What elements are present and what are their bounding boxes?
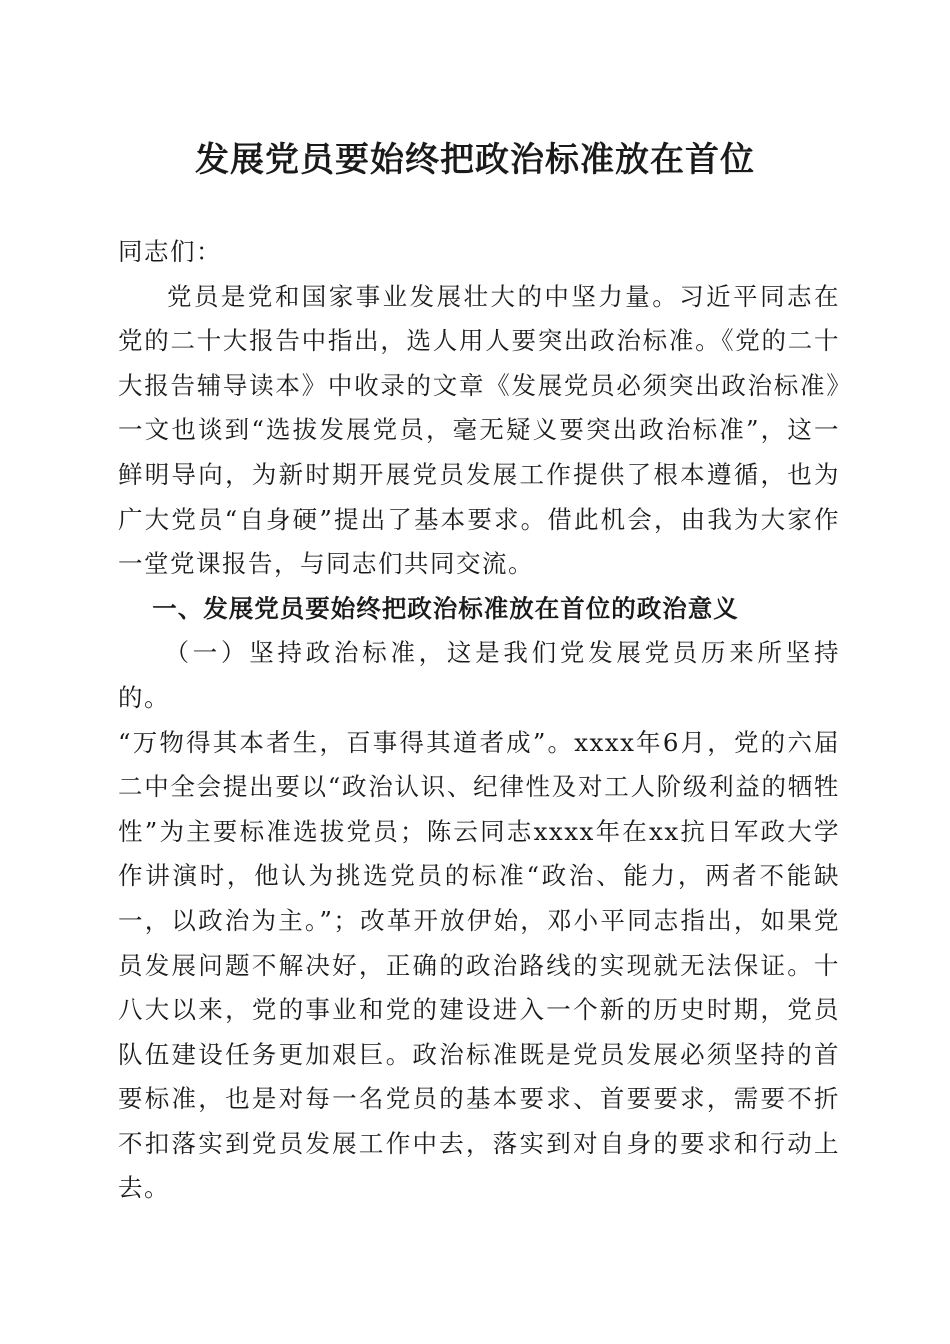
subsection-paragraph: “万物得其本者生，百事得其道者成”。xxxx年6月，党的六届二中全会提出要以“政治认识、纪律性及对工人阶级利益的牺牲性”为主要标准选拔党员；陈云同志xxxx年在xx抗日军政大学作讲演时，他认为挑选党员的标准“政治、能力，两者不能缺一，以政治为主。”；改革开放伊始，邓小平同志指出，如果党员发展问题不解决好，正确的政治路线的实现就无法保证。十八大以来，党的事业和党的建设进入一个新的历史时期，党员队伍建设任务更加艰巨。政治标准既是党员发展必须坚持的首要标准，也是对每一名党员的基本要求、首要要求，需要不折不扣落实到党员发展工作中去，落实到对自身的要求和行动上去。 [118,727,840,1203]
intro-paragraph: 党员是党和国家事业发展壮大的中坚力量。习近平同志在党的二十大报告中指出，选人用人要突出政治标准。《党的二十大报告辅导读本》中收录的文章《发展党员必须突出政治标准》一文也谈到“选拔发展党员，毫无疑义要突出政治标准”，这一鲜明导向，为新时期开展党员发展工作提供了根本遵循，也为广大党员“自身硬”提出了基本要求。借此机会，由我为大家作一堂党课报告，与同志们共同交流。 [118,281,840,579]
salutation: 同志们： [118,237,222,266]
document-body [118,230,840,1211]
section-heading: 一、发展党员要始终把政治标准放在首位的政治意义 [152,593,739,623]
subsection-heading: （一）坚持政治标准，这是我们党发展党员历来所坚持的。 [118,638,840,712]
document-title: 发展党员要始终把政治标准放在首位 [195,140,755,180]
